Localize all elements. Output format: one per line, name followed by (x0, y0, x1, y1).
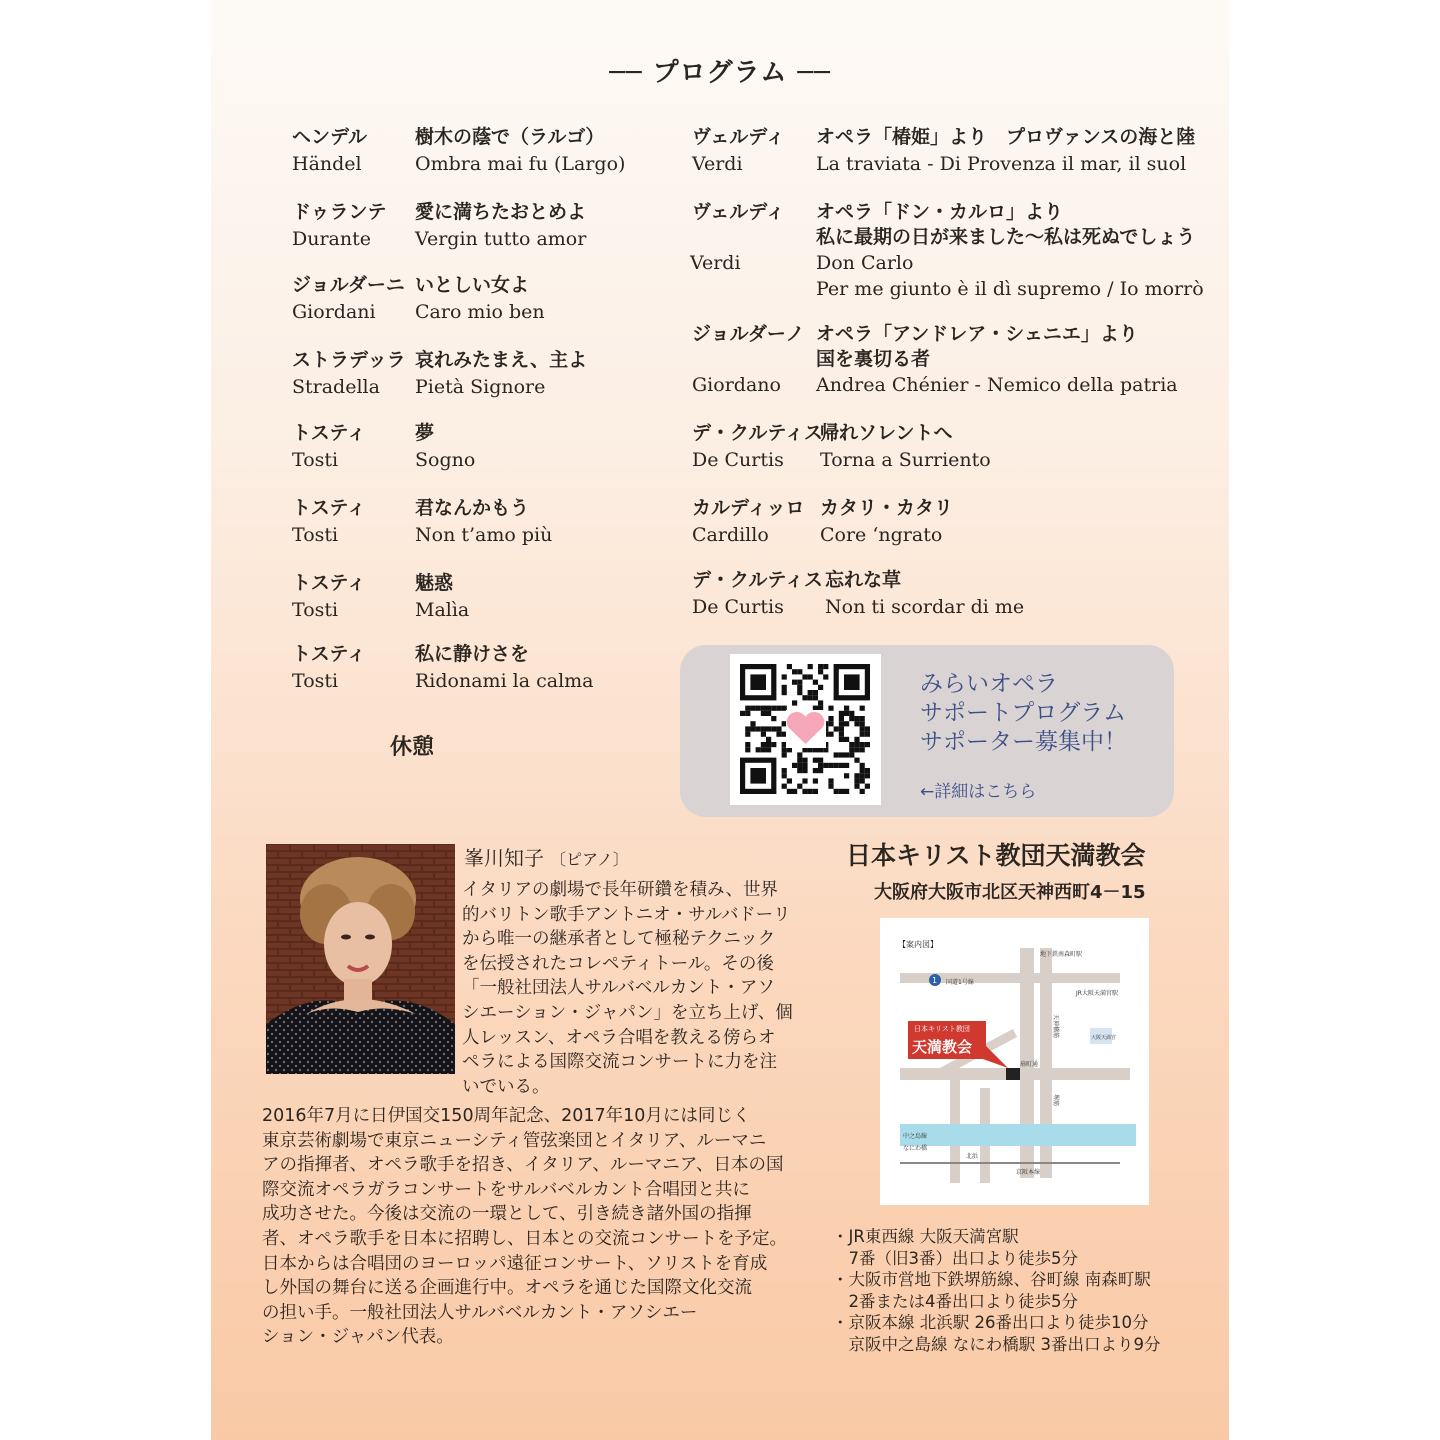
work-jp: 私に静けさを (415, 643, 530, 665)
composer: Verdi (690, 252, 741, 274)
composer: De Curtis (692, 596, 784, 618)
bio-line: し外国の舞台に送る企画進行中。オペラを通じた国際文化交流 (262, 1278, 752, 1299)
work: Don Carlo (816, 252, 914, 274)
work: Ombra mai fu (Largo) (415, 153, 626, 175)
composer: Verdi (692, 153, 743, 175)
composer: Giordani (292, 301, 376, 323)
bio-line: を伝授されたコレペティトール。その後 (462, 953, 774, 974)
bio-line: から唯一の継承者として極秘テクニック (462, 929, 776, 950)
venue-map (880, 918, 1149, 1205)
map-badge-small: 日本キリスト教団 (914, 1025, 970, 1033)
map-label: 大阪天満宮 (1091, 1035, 1117, 1041)
work-jp: 夢 (415, 422, 435, 444)
pianist-name (464, 842, 629, 871)
work-2: Per me giunto è il dì supremo / Io morrò (816, 278, 1204, 300)
bio-line: 人レッスン、オペラ合唱を教える傍らオ (462, 1027, 776, 1048)
map-header: 【案内図】 (898, 940, 938, 949)
qr-code-icon[interactable] (730, 654, 881, 805)
bio-line: 者、オペラ歌手を日本に招聘し、日本との交流コンサートを予定。 (262, 1228, 787, 1249)
support-line-1: みらいオペラ (920, 671, 1058, 697)
bio-line: シエーション・ジャパン」を立ち上げ、個 (462, 1002, 793, 1023)
support-line-2: サポートプログラム (920, 700, 1127, 726)
support-message (920, 670, 1127, 757)
composer: Giordano (692, 374, 781, 396)
map-label: 中之島線 (903, 1133, 928, 1140)
work-jp: 愛に満ちたおとめよ (415, 201, 587, 223)
composer-jp: ストラデッラ (292, 349, 406, 371)
work-jp: オペラ「ドン・カルロ」より (816, 201, 1064, 223)
work: Non t’amo più (415, 524, 553, 546)
map-label: 京阪本線 (1016, 1169, 1041, 1176)
program-title: ── プログラム ── (609, 58, 831, 88)
composer-jp: トスティ (292, 643, 366, 665)
bio-line: 東京芸術劇場で東京ニューシティ管弦楽団とイタリア、ルーマニ (262, 1130, 767, 1151)
access-info (832, 1226, 1161, 1356)
composer-jp: ヘンデル (292, 126, 368, 148)
work: Core ‘ngrato (820, 524, 943, 546)
work-jp: カタリ・カタリ (820, 497, 954, 519)
access-line: ・大阪市営地下鉄堺筋線、谷町線 南森町駅 (832, 1270, 1151, 1290)
map-label: 天神橋筋 (1052, 1014, 1059, 1039)
composer: De Curtis (692, 449, 784, 471)
support-line-3: サポーター募集中！ (920, 729, 1127, 755)
composer: Händel (292, 153, 362, 175)
pianist-name-text: 峯川知子 (464, 846, 544, 870)
work: Andrea Chénier - Nemico della patria (816, 374, 1178, 396)
composer-jp: トスティ (292, 497, 366, 519)
access-line: 7番（旧3番）出口より徒歩5分 (832, 1248, 1078, 1268)
bio-line: 2016年7月に日伊国交150周年記念、2017年10月には同じく (262, 1106, 751, 1126)
composer: Durante (292, 228, 371, 250)
map-badge-big: 天満教会 (912, 1038, 973, 1056)
composer-jp: ヴェルディ (692, 201, 785, 223)
map-label: JR大阪天満宮駅 (1076, 990, 1118, 997)
bio-line: 成功させた。今後は交流の一環として、引き続き諸外国の指揮 (262, 1204, 752, 1225)
access-line: ・京阪本線 北浜駅 26番出口より徒歩10分 (832, 1313, 1149, 1333)
bio-line: いでいる。 (462, 1076, 550, 1097)
composer-jp: カルディッロ (692, 497, 805, 519)
composer: Stradella (292, 376, 380, 398)
pianist-bio-top (462, 878, 827, 1099)
map-label: 国道1号線 (946, 979, 974, 986)
work-jp: オペラ「椿姫」より プロヴァンスの海と陸 (816, 126, 1196, 148)
bio-line: 日本からは合唱団のヨーロッパ遠征コンサート、ソリストを育成 (262, 1253, 768, 1274)
map-label: 北浜 (966, 1153, 979, 1160)
composer: Tosti (292, 599, 339, 621)
work-jp: 忘れな草 (825, 569, 902, 591)
composer-jp: ドゥランテ (292, 201, 387, 223)
work-jp: 魅惑 (415, 572, 454, 594)
bio-line: ペラによる国際交流コンサートに力を注 (462, 1052, 777, 1073)
work-jp: 帰れソレントへ (820, 422, 953, 444)
composer-jp: ジョルダーノ (692, 323, 805, 345)
intermission-label: 休憩 (390, 734, 435, 760)
work-jp: 哀れみたまえ、主よ (415, 349, 588, 371)
bio-line: 際交流オペラガラコンサートをサルバベルカント合唱団と共に (262, 1179, 750, 1200)
composer-jp: デ・クルティス (692, 422, 823, 444)
bio-line: イタリアの劇場で長年研鑽を積み、世界 (462, 880, 779, 900)
composer-jp: デ・クルティス (692, 569, 823, 591)
work-jp-2: 国を裏切る者 (816, 348, 931, 370)
access-line: ・JR東西線 大阪天満宮駅 (832, 1227, 1019, 1246)
svg-text:1: 1 (932, 976, 938, 985)
pianist-bio-bottom (262, 1104, 787, 1350)
map-label: 地下鉄南森町駅 (1040, 951, 1083, 958)
work: La traviata - Di Provenza il mar, il suol (816, 153, 1187, 175)
details-link[interactable]: ←詳細はこちら (920, 782, 1037, 802)
work-jp-2: 私に最期の日が来ました〜私は死ぬでしょう (816, 226, 1196, 248)
bio-line: ション・ジャパン代表。 (262, 1327, 454, 1348)
composer: Cardillo (692, 524, 769, 546)
access-line: 2番または4番出口より徒歩5分 (832, 1291, 1078, 1311)
composer-jp: ジョルダーニ (292, 274, 405, 296)
work: Malìa (415, 599, 470, 621)
composer-jp: トスティ (292, 572, 366, 594)
work: Torna a Surriento (820, 449, 991, 471)
composer: Tosti (292, 670, 339, 692)
work: Vergin tutto amor (415, 228, 587, 250)
venue-address: 大阪府大阪市北区天神西町4－15 (874, 882, 1146, 903)
bio-line: アの指揮者、オペラ歌手を招き、イタリア、ルーマニア、日本の国 (262, 1155, 784, 1176)
composer: Tosti (292, 449, 339, 471)
access-line: 京阪中之島線 なにわ橋駅 3番出口より9分 (832, 1334, 1161, 1354)
work-jp: オペラ「アンドレア・シェニエ」より (816, 323, 1138, 345)
work-jp: 君なんかもう (415, 497, 530, 519)
map-label: 堺筋 (1052, 1094, 1059, 1107)
work-jp: 樹木の蔭で（ラルゴ） (415, 126, 605, 148)
pianist-photo (266, 844, 455, 1074)
composer-jp: トスティ (292, 422, 366, 444)
work: Pietà Signore (415, 376, 546, 398)
bio-line: の担い手。一般社団法人サルバベルカント・アソシエー (262, 1302, 698, 1323)
work: Caro mio ben (415, 301, 545, 323)
composer-jp: ヴェルディ (692, 126, 785, 148)
bio-line: 的バリトン歌手アントニオ・サルバドーリ (462, 904, 791, 925)
map-label: 扇町通 (1020, 1061, 1039, 1068)
composer: Tosti (292, 524, 339, 546)
work-jp: いとしい女よ (415, 274, 530, 296)
venue-name: 日本キリスト教団天満教会 (846, 841, 1146, 870)
pianist-role: 〔ピアノ〕 (550, 850, 629, 869)
bio-line: 「一般社団法人サルバベルカント・アソ (462, 978, 775, 999)
map-label: なにわ橋 (903, 1145, 928, 1152)
work: Non ti scordar di me (825, 596, 1025, 618)
work: Sogno (415, 449, 476, 471)
work: Ridonami la calma (415, 670, 594, 692)
